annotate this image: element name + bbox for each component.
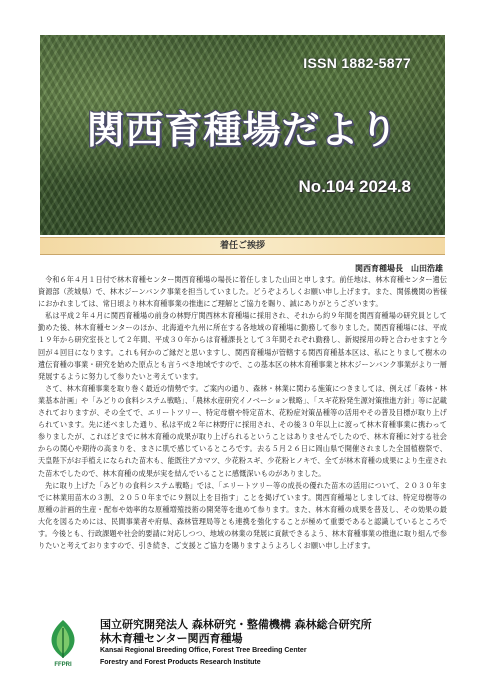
- article-heading: 着任ご挨拶: [40, 237, 445, 255]
- issue-number: No.104 2024.8: [298, 177, 411, 196]
- ffpri-logo-icon: [44, 618, 82, 660]
- cover-image: [40, 35, 445, 235]
- org-name-en-1: Kansai Regional Breeding Office, Forest Tree Breeding Center: [100, 647, 307, 654]
- org-name-en-2: Forestry and Forest Products Research Institute: [100, 659, 261, 666]
- article-author: 関西育種場長 山田浩雄: [355, 264, 443, 273]
- paragraph-3: さて、林木育種事業を取り巻く最近の情勢です。ご案内の通り、森林・林業に関わる施策につきましては、例えば「森林・林業基本計画」や「みどりの食料システム戦略」、「農林水産研究イノベーション戦略」、「スギ花粉発生源対策推進方針」等に記載されておりますが、その全てで、エリートツリー、特定母樹や特定苗木、花粉症対策品種等の活用やその普及目標が取り上げられています。先に述べました通り、私は平成２年に林野庁に採用され、その後３０年以上に渡って林木育種事業に携わって参りましたが、これほどまでに林木育種の成果が取り上げられるということはありませんでしたので、林木育種に対する社会からの関心や期待の高まりを、まさに肌で感じているところです。去る５月２６日に岡山県で開催されました全国植樹祭で、天皇陛下がお手植えになられた苗木も、能既往アカマツ、少花粉スギ、少花粉ヒノキで、全てが林木育種の成果により生産された苗木でしたので、林木育種の成果が実を結んでいることに感慨深いものがありました。: [38, 383, 447, 478]
- logo-text: FFPRI: [54, 662, 72, 668]
- newsletter-title: 関西育種場だより: [86, 108, 399, 152]
- org-name-1: 国立研究開発法人 森林研究・整備機構 森林総合研究所: [100, 618, 372, 631]
- paragraph-2: 私は平成２年４月に関西育種場の前身の林野庁関西林木育種場に採用され、それから約９年間を関西育種場の研究員として勤めた後、林木育種センターのほか、北海道や九州に所在する各地域の育種場に勤務して参りました。関西育種場には、平成１９年から研究室長として２年間、平成３０年からは育種課長として３年間それぞれ勤務し、新規採用の時と合わせますと今回が４回目になります。これも何かのご縁だと思いますし、関西育種場が管轄する関西育種基本区は、私にとりまして樹木の遺伝育種の事業・研究を始めた原点とも言うべき地域ですので、この基本区の林木育種事業と林木ジーンバンク事業がより一層発展するように努力して参りたいと考えています。: [38, 311, 447, 381]
- paragraph-4: 先に取り上げた「みどりの食料システム戦略」では、「エリートツリー等の成長の優れた苗木の活用について、２０３０年までに林業用苗木の３割、２０５０年までに９割以上を目指す」ことを掲げています。関西育種場としましては、特定母樹等の原種の計画的生産・配布や効率的な原種増殖技術の開発等を進めて参ります。また、林木育種の成果を普及し、その効果の最大化を図るためには、民間事業者や府県、森林管理局等とも連携を強化することが極めて重要であると認識しているところです。今後とも、行政課題や社会的要請に対応しつつ、地域の林業の発展に貢献できるよう、林木育種事業の推進に取り組んで参りたいと考えておりますので、引き続き、ご支援とご協力を賜りますようよろしくお願い申し上げます。: [38, 480, 448, 551]
- issn-label: ISSN 1882-5877: [303, 55, 411, 71]
- paragraph-1: 令和６年４月１日付で林木育種センター関西育種場の場長に着任しました山田と申します。前任地は、林木育種センター遺伝資源部（茨城県）で、林木ジーンバンク事業を担当していました。どうぞよろしくお願い申し上げます。また、関係機関の皆様におかれましては、常日頃より林木育種事業の推進にご理解とご協力を賜り、誠にありがとうございます。: [38, 275, 447, 309]
- article-body: [38, 274, 447, 552]
- org-name-2: 林木育種センター関西育種場: [100, 632, 243, 645]
- footer: [40, 616, 445, 674]
